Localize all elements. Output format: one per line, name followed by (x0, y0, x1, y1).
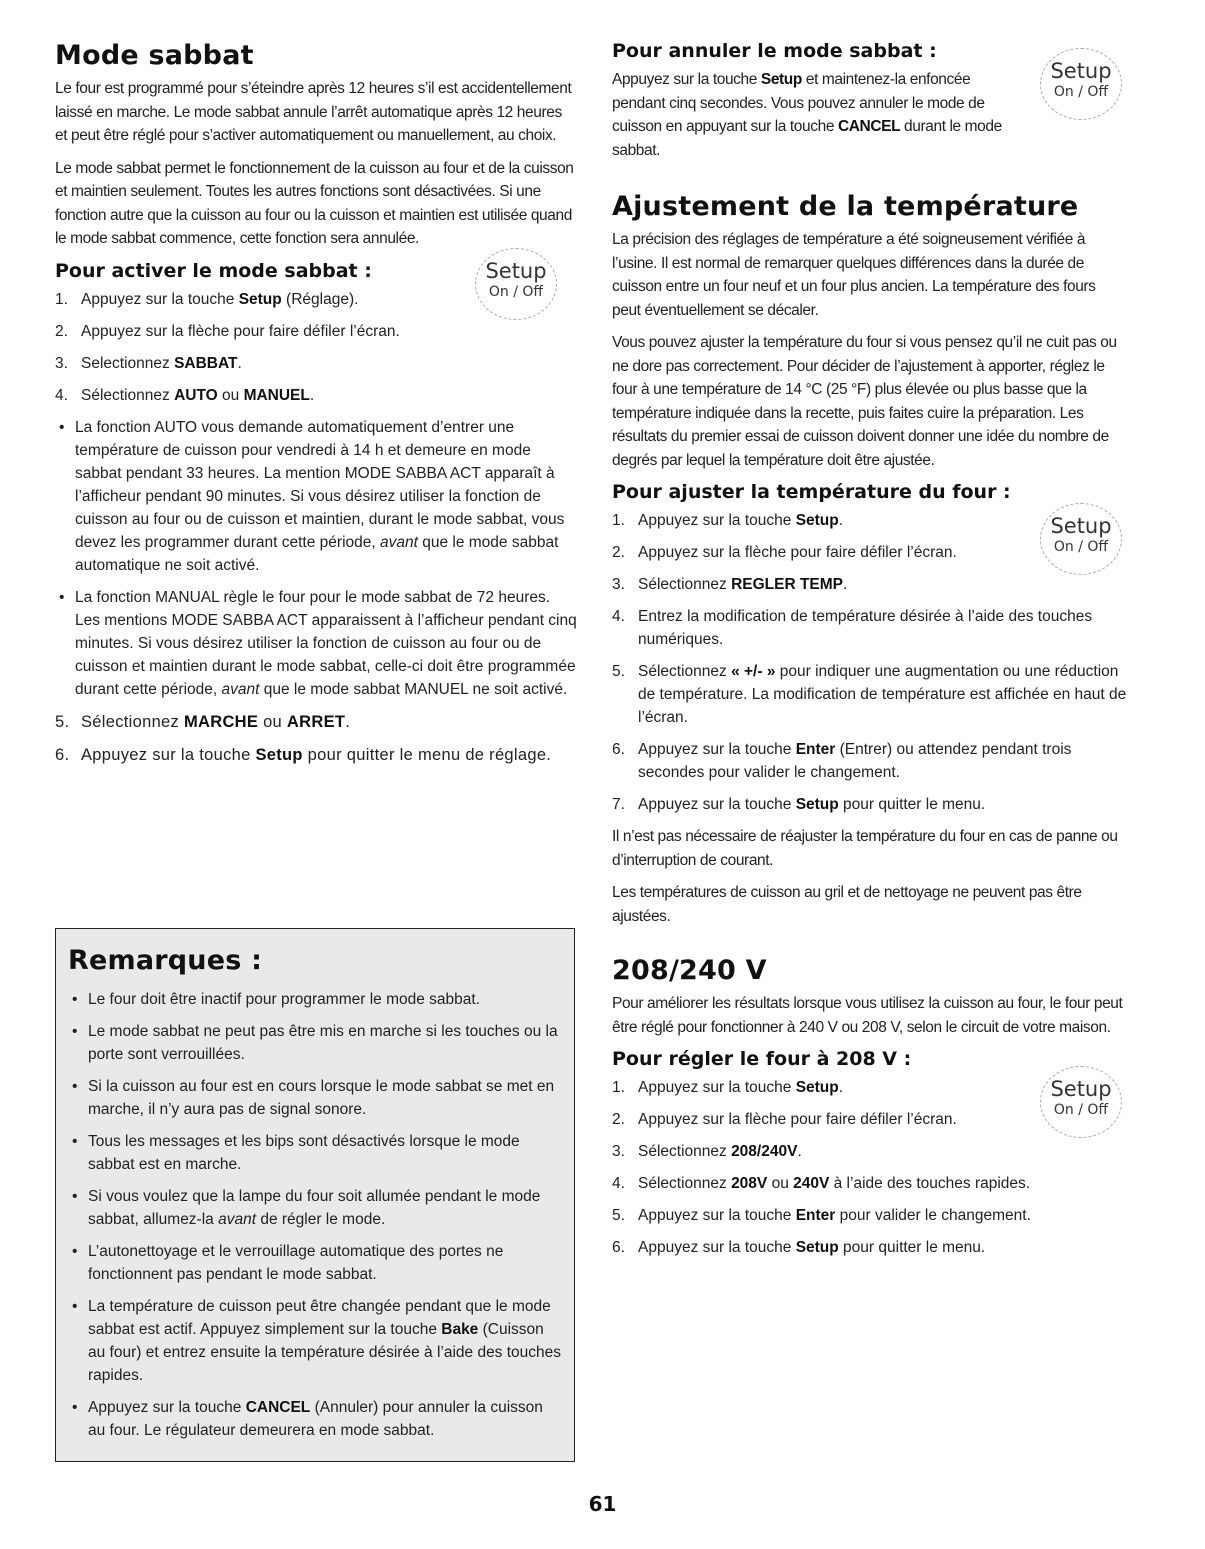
list-item: 4. Sélectionnez AUTO ou MANUEL. (55, 386, 315, 404)
sabbat-intro: Le four est programmé pour s’éteindre après 12 heures s’il est accidentellement laissé en marche. Le mode sabbat annule l’arrêt automatique après 12 heures et peut être réglé pour s’activer automatiquement ou manuellement, au choix. (55, 80, 572, 144)
list-item: • Le four doit être inactif pour programmer le mode sabbat. (72, 991, 481, 1008)
list-item: • La fonction AUTO vous demande automatiquement d’entrer une température de cuisson pour vendredi à 14 h et demeure en mode sabbat pendant 33 heures. La mention MODE SABBA ACT apparaît à l’afficheur pendant 90 minutes. Si vous désirez utiliser la fonction de cuisson au four ou de cuisson et maintien, durant le mode sabbat, vous devez les programmer durant cette période, avant que le mode sabbat automatique ne soit activé. (59, 418, 565, 574)
activer-steps-continued (55, 710, 577, 767)
ajustement-description: Vous pouvez ajuster la température du four si vous pensez qu’il ne cuit pas ou ne dore pas correctement. Pour décider de l’ajustement à apporter, réglez le four à une température de 14 °C (25 °F) plus élevée ou plus basse que la température indiquée dans la recette, puis faites cuire la préparation. Les résultats du premier essai de cuisson doivent donner une idée du nombre de degrés par lequel la température doit être ajustée. (612, 334, 1117, 469)
activer-steps (55, 288, 577, 407)
setup-key-label: Setup (1050, 59, 1112, 83)
list-item: 6. Appuyez sur la touche Setup pour quitter le menu de réglage. (55, 745, 552, 764)
ajuster-section (612, 481, 1127, 928)
annuler-title: Pour annuler le mode sabbat : (612, 40, 937, 62)
list-item: 4. Sélectionnez 208V ou 240V à l’aide des touches rapides. (612, 1175, 1031, 1192)
list-item: 2. Appuyez sur la flèche pour faire défiler l’écran. (55, 322, 400, 340)
activer-mode-notes (55, 416, 577, 701)
ajuster-steps (612, 509, 1127, 816)
remarques-title: Remarques : (68, 945, 263, 976)
v208-title: 208/240 V (612, 955, 767, 986)
list-item: • Si la cuisson au four est en cours lorsque le mode sabbat se met en marche, il n’y aura pas de signal sonore. (72, 1078, 555, 1118)
list-item: 4. Entrez la modification de température désirée à l’aide des touches numériques. (612, 608, 1093, 648)
list-item: 3. Sélectionnez 208/240V. (612, 1143, 802, 1160)
on-off-key-label: On / Off (488, 283, 544, 300)
regler-title: Pour régler le four à 208 V : (612, 1048, 912, 1070)
on-off-key-label: On / Off (1053, 1102, 1109, 1118)
list-item: 2. Appuyez sur la flèche pour faire défiler l’écran. (612, 1111, 957, 1128)
ajustement-intro: La précision des réglages de température a été soigneusement vérifiée à l’usine. Il est normal de remarquer quelques différences dans la durée de cuisson entre un four neuf et un four plus ancien. La température des fours peut éventuellement se décaler. (612, 231, 1096, 319)
list-item: • Tous les messages et les bips sont désactivés lorsque le mode sabbat est en marche. (72, 1133, 520, 1173)
activer-title: Pour activer le mode sabbat : (55, 259, 372, 282)
list-item: • La température de cuisson peut être changée pendant que le mode sabbat est actif. Appuyez simplement sur la touche Bake (Cuisson au four) et entrez ensuite la température désirée à l’aide des touches rapides. (72, 1298, 562, 1384)
setup-key-label: Setup (1050, 514, 1112, 538)
list-item: 3. Selectionnez SABBAT. (55, 354, 242, 372)
ajustement-title: Ajustement de la température (612, 191, 1079, 222)
list-item: • Le mode sabbat ne peut pas être mis en marche si les touches ou la porte sont verrouillées. (72, 1023, 558, 1063)
ajuster-note-panne: Il n’est pas nécessaire de réajuster la température du four en cas de panne ou d’interruption de courant. (612, 828, 1118, 869)
remarques-list (68, 988, 562, 1442)
v208-text: Pour améliorer les résultats lorsque vous utilisez la cuisson au four, le four peut être réglé pour fonctionner à 240 V ou 208 V, selon le circuit de votre maison. (612, 995, 1123, 1036)
on-off-key-label: On / Off (1053, 84, 1109, 100)
ajuster-title: Pour ajuster la température du four : (612, 481, 1011, 503)
annuler-text: Appuyez sur la touche Setup et maintenez-la enfoncée pendant cinq secondes. Vous pouvez annuler le mode de cuisson en appuyant sur la touche CANCEL durant le mode sabbat. (612, 71, 1002, 159)
activer-section (55, 260, 577, 767)
list-item: 1. Appuyez sur la touche Setup (Réglage). (55, 290, 359, 308)
page-number: 61 (588, 1492, 617, 1516)
list-item: 5. Appuyez sur la touche Enter pour valider le changement. (612, 1207, 1031, 1224)
list-item: 2. Appuyez sur la flèche pour faire défiler l’écran. (612, 544, 957, 561)
list-item: 5. Sélectionnez « +/- » pour indiquer une augmentation ou une réduction de température. La modification de température est affichée en haut de l’écran. (612, 663, 1127, 726)
list-item: 1. Appuyez sur la touche Setup. (612, 1079, 844, 1096)
sabbat-title: Mode sabbat (55, 40, 254, 71)
regler-section (612, 1048, 1127, 1259)
annuler-section (612, 40, 1127, 162)
list-item: • Appuyez sur la touche CANCEL (Annuler) pour annuler la cuisson au four. Le régulateur demeurera en mode sabbat. (72, 1399, 543, 1439)
on-off-key-label: On / Off (1053, 539, 1109, 555)
setup-on-off-key-icon (1040, 48, 1122, 120)
list-item: 3. Sélectionnez REGLER TEMP. (612, 576, 848, 593)
remarques-box (55, 928, 575, 1462)
list-item: 7. Appuyez sur la touche Setup pour quitter le menu. (612, 796, 986, 813)
right-column (612, 40, 1127, 1268)
setup-key-label: Setup (1050, 1077, 1112, 1101)
setup-key-label: Setup (485, 258, 547, 283)
list-item: 1. Appuyez sur la touche Setup. (612, 512, 844, 529)
ajuster-note-gril: Les températures de cuisson au gril et de nettoyage ne peuvent pas être ajustées. (612, 884, 1082, 925)
list-item: 6. Appuyez sur la touche Setup pour quitter le menu. (612, 1239, 986, 1256)
list-item: 6. Appuyez sur la touche Enter (Entrer) ou attendez pendant trois secondes pour valider le changement. (612, 741, 1072, 781)
left-column (55, 40, 577, 776)
list-item: 5. Sélectionnez MARCHE ou ARRET. (55, 712, 351, 731)
sabbat-description: Le mode sabbat permet le fonctionnement de la cuisson au four et de la cuisson et maintien seulement. Toutes les autres fonctions sont désactivées. Si une fonction autre que la cuisson au four ou la cuisson et maintien est utilisée quand le mode sabbat commence, cette fonction sera annulée. (55, 159, 574, 247)
list-item: • La fonction MANUAL règle le four pour le mode sabbat de 72 heures. Les mentions MODE SABBA ACT apparaissent à l’afficheur pendant cinq minutes. Si vous désirez utiliser la fonction de cuisson au four ou de cuisson et maintien durant le mode sabbat, celle-ci doit être programmée durant cette période, avant que le mode sabbat MANUEL ne soit activé. (59, 588, 577, 698)
list-item: • L’autonettoyage et le verrouillage automatique des portes ne fonctionnent pas pendant le mode sabbat. (72, 1243, 504, 1283)
list-item: • Si vous voulez que la lampe du four soit allumée pendant le mode sabbat, allumez-la avant de régler le mode. (72, 1188, 541, 1228)
